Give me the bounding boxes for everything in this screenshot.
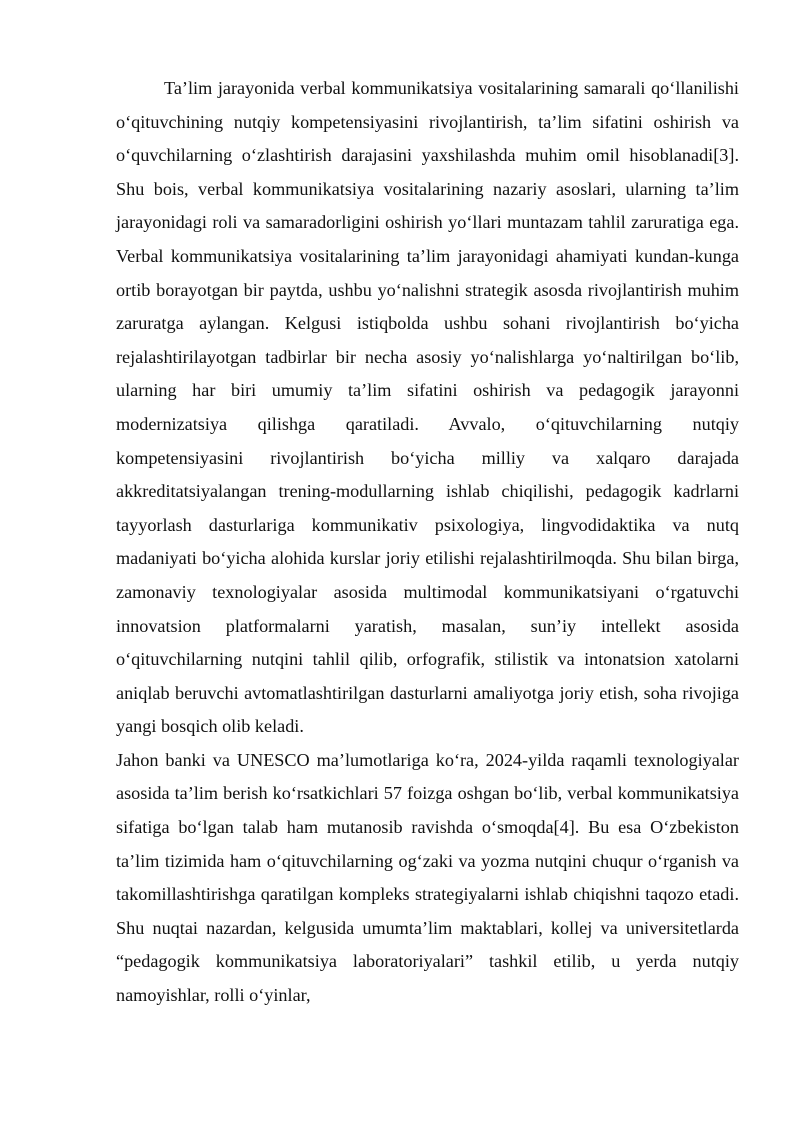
document-body: [116, 72, 739, 1013]
paragraph-1: Ta’lim jarayonida verbal kommunikatsiya vositalarining samarali qo‘llanilishi o‘qituvchining nutqiy kompetensiyasini rivojlantirish, ta’lim sifatini oshirish va o‘quvchilarning o‘zlashtirish darajasini yaxshilashda muhim omil hisoblanadi[3]. Shu bois, verbal kommunikatsiya vositalarining nazariy asoslari, ularning ta’lim jarayonidagi roli va samaradorligini oshirish yo‘llari muntazam tahlil zaruratiga ega. Verbal kommunikatsiya vositalarining ta’lim jarayonidagi ahamiyati kundan-kunga ortib borayotgan bir paytda, ushbu yo‘nalishni strategik asosda rivojlantirish muhim zaruratga aylangan. Kelgusi istiqbolda ushbu sohani rivojlantirish bo‘yicha rejalashtirilayotgan tadbirlar bir necha asosiy yo‘nalishlarga yo‘naltirilgan bo‘lib, ularning har biri umumiy ta’lim sifatini oshirish va pedagogik jarayonni modernizatsiya qilishga qaratiladi. Avvalo, o‘qituvchilarning nutqiy kompetensiyasini rivojlantirish bo‘yicha milliy va xalqaro darajada akkreditatsiyalangan trening-modullarning ishlab chiqilishi, pedagogik kadrlarni tayyorlash dasturlariga kommunikativ psixologiya, lingvodidaktika va nutq madaniyati bo‘yicha alohida kurslar joriy etilishi rejalashtirilmoqda. Shu bilan birga, zamonaviy texnologiyalar asosida multimodal kommunikatsiyani o‘rgatuvchi innovatsion platformalarni yaratish, masalan, sun’iy intellekt asosida o‘qituvchilarning nutqini tahlil qilib, orfografik, stilistik va intonatsion xatolarni aniqlab beruvchi avtomatlashtirilgan dasturlarni amaliyotga joriy etish, soha rivojiga yangi bosqich olib keladi.: [116, 78, 739, 737]
paragraph-2: Jahon banki va UNESCO ma’lumotlariga ko‘ra, 2024-yilda raqamli texnologiyalar asosida ta’lim berish ko‘rsatkichlari 57 foizga oshgan bo‘lib, verbal kommunikatsiya sifatiga bo‘lgan talab ham mutanosib ravishda o‘smoqda[4]. Bu esa O‘zbekiston ta’lim tizimida ham o‘qituvchilarning og‘zaki va yozma nutqini chuqur o‘rganish va takomillashtirishga qaratilgan kompleks strategiyalarni ishlab chiqishni taqozo etadi. Shu nuqtai nazardan, kelgusida umumta’lim maktablari, kollej va universitetlarda “pedagogik kommunikatsiya laboratoriyalari” tashkil etilib, u yerda nutqiy namoyishlar, rolli o‘yinlar,: [116, 749, 739, 1006]
